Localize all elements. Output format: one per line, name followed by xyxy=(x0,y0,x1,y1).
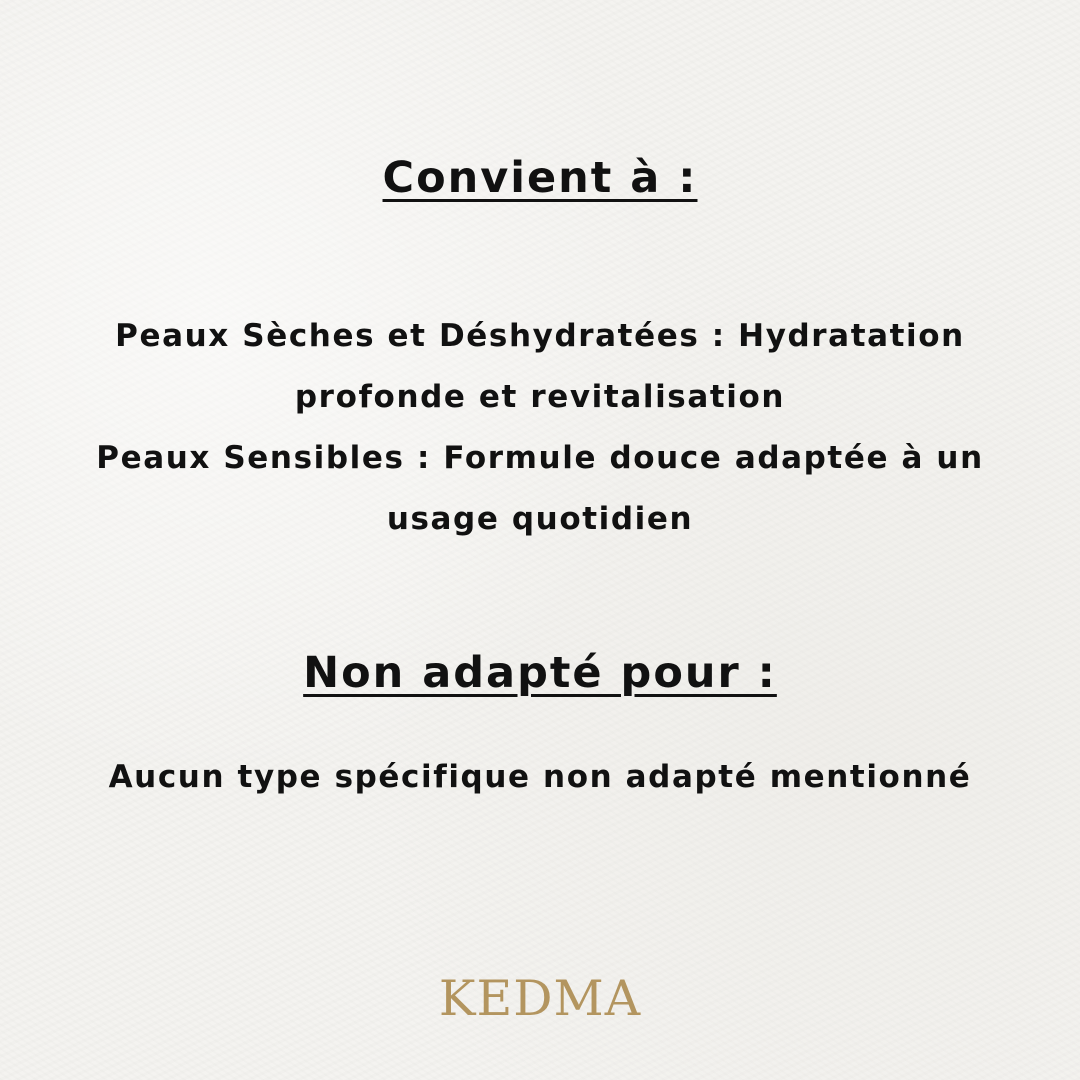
suitable-item-sensitive-skin: Peaux Sensibles : Formule douce adaptée à un usage quotidien xyxy=(96,440,984,537)
suitable-item-dry-skin: Peaux Sèches et Déshydratées : Hydratation profonde et revitalisation xyxy=(115,318,965,415)
unsuitable-text: Aucun type spécifique non adapté mentionné xyxy=(108,759,972,795)
suitable-list xyxy=(40,306,1040,550)
unsuitable-heading-text: Non adapté pour : xyxy=(303,648,777,698)
brand-logo: KEDMA xyxy=(438,970,642,1027)
suitable-heading xyxy=(0,153,1080,203)
unsuitable-heading xyxy=(0,648,1080,698)
suitable-heading-text: Convient à : xyxy=(382,153,698,203)
